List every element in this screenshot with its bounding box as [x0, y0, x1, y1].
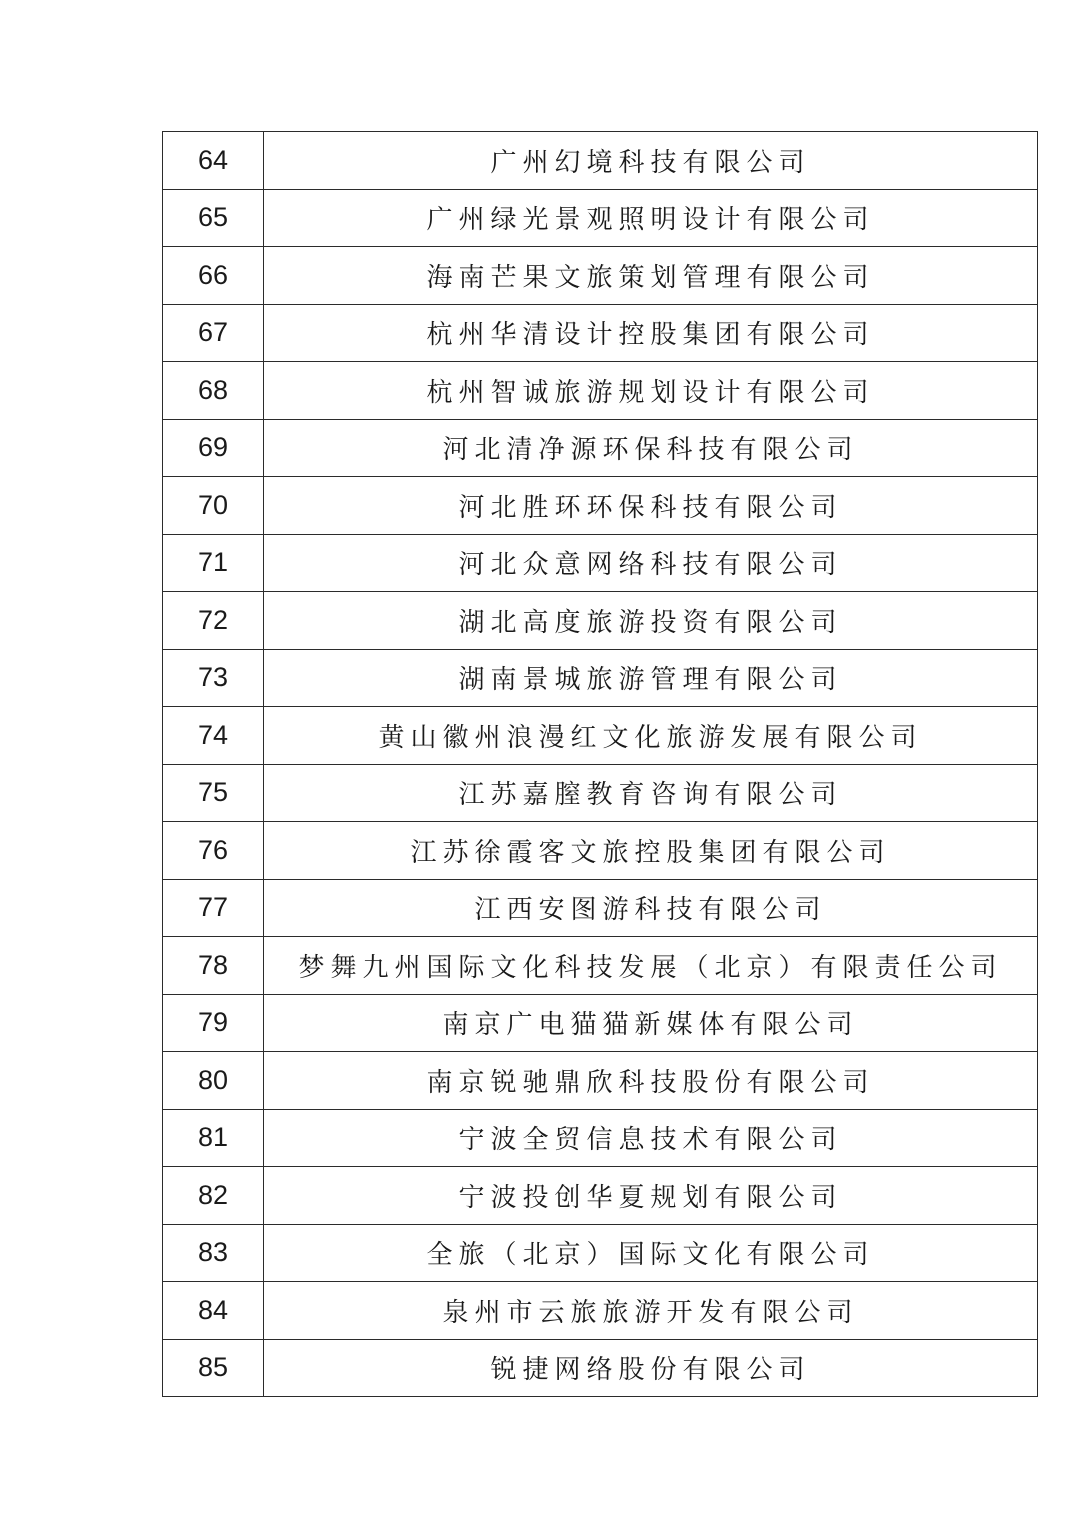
table-row: [163, 534, 1038, 592]
company-name: 泉州市云旅旅游开发有限公司: [264, 1282, 1038, 1340]
row-number: 66: [163, 247, 264, 305]
table-row: [163, 994, 1038, 1052]
row-number: 79: [163, 994, 264, 1052]
table-row: [163, 592, 1038, 650]
table-row: [163, 649, 1038, 707]
table-row: [163, 1167, 1038, 1225]
table-row: [163, 1052, 1038, 1110]
row-number: 84: [163, 1282, 264, 1340]
row-number: 77: [163, 879, 264, 937]
table-row: [163, 189, 1038, 247]
company-list-table: [162, 131, 1038, 1397]
row-number: 75: [163, 764, 264, 822]
company-name: 河北清净源环保科技有限公司: [264, 419, 1038, 477]
row-number: 81: [163, 1109, 264, 1167]
table-row: [163, 1109, 1038, 1167]
row-number: 85: [163, 1339, 264, 1397]
table-row: [163, 247, 1038, 305]
company-name: 黄山徽州浪漫红文化旅游发展有限公司: [264, 707, 1038, 765]
row-number: 65: [163, 189, 264, 247]
company-name: 杭州智诚旅游规划设计有限公司: [264, 362, 1038, 420]
table-row: [163, 362, 1038, 420]
row-number: 70: [163, 477, 264, 535]
table-row: [163, 304, 1038, 362]
row-number: 68: [163, 362, 264, 420]
company-name: 广州幻境科技有限公司: [264, 132, 1038, 190]
row-number: 74: [163, 707, 264, 765]
row-number: 71: [163, 534, 264, 592]
table-row: [163, 1224, 1038, 1282]
company-name: 湖北高度旅游投资有限公司: [264, 592, 1038, 650]
company-name: 杭州华清设计控股集团有限公司: [264, 304, 1038, 362]
table-row: [163, 764, 1038, 822]
table-row: [163, 477, 1038, 535]
table-row: [163, 132, 1038, 190]
company-name: 锐捷网络股份有限公司: [264, 1339, 1038, 1397]
table-body: [163, 132, 1038, 1397]
row-number: 64: [163, 132, 264, 190]
row-number: 67: [163, 304, 264, 362]
table-row: [163, 707, 1038, 765]
row-number: 80: [163, 1052, 264, 1110]
company-name: 南京锐驰鼎欣科技股份有限公司: [264, 1052, 1038, 1110]
row-number: 69: [163, 419, 264, 477]
company-name: 广州绿光景观照明设计有限公司: [264, 189, 1038, 247]
table-row: [163, 1339, 1038, 1397]
row-number: 82: [163, 1167, 264, 1225]
company-name: 湖南景城旅游管理有限公司: [264, 649, 1038, 707]
company-name: 江西安图游科技有限公司: [264, 879, 1038, 937]
company-name: 江苏嘉膣教育咨询有限公司: [264, 764, 1038, 822]
company-name: 江苏徐霞客文旅控股集团有限公司: [264, 822, 1038, 880]
company-name: 河北胜环环保科技有限公司: [264, 477, 1038, 535]
row-number: 76: [163, 822, 264, 880]
company-name: 宁波投创华夏规划有限公司: [264, 1167, 1038, 1225]
row-number: 83: [163, 1224, 264, 1282]
company-name: 全旅（北京）国际文化有限公司: [264, 1224, 1038, 1282]
row-number: 72: [163, 592, 264, 650]
company-name: 梦舞九州国际文化科技发展（北京）有限责任公司: [264, 937, 1038, 995]
table-row: [163, 822, 1038, 880]
company-name: 宁波全贸信息技术有限公司: [264, 1109, 1038, 1167]
table-row: [163, 1282, 1038, 1340]
table-row: [163, 879, 1038, 937]
row-number: 78: [163, 937, 264, 995]
table-row: [163, 937, 1038, 995]
table-row: [163, 419, 1038, 477]
company-name: 河北众意网络科技有限公司: [264, 534, 1038, 592]
company-name: 海南芒果文旅策划管理有限公司: [264, 247, 1038, 305]
company-name: 南京广电猫猫新媒体有限公司: [264, 994, 1038, 1052]
row-number: 73: [163, 649, 264, 707]
